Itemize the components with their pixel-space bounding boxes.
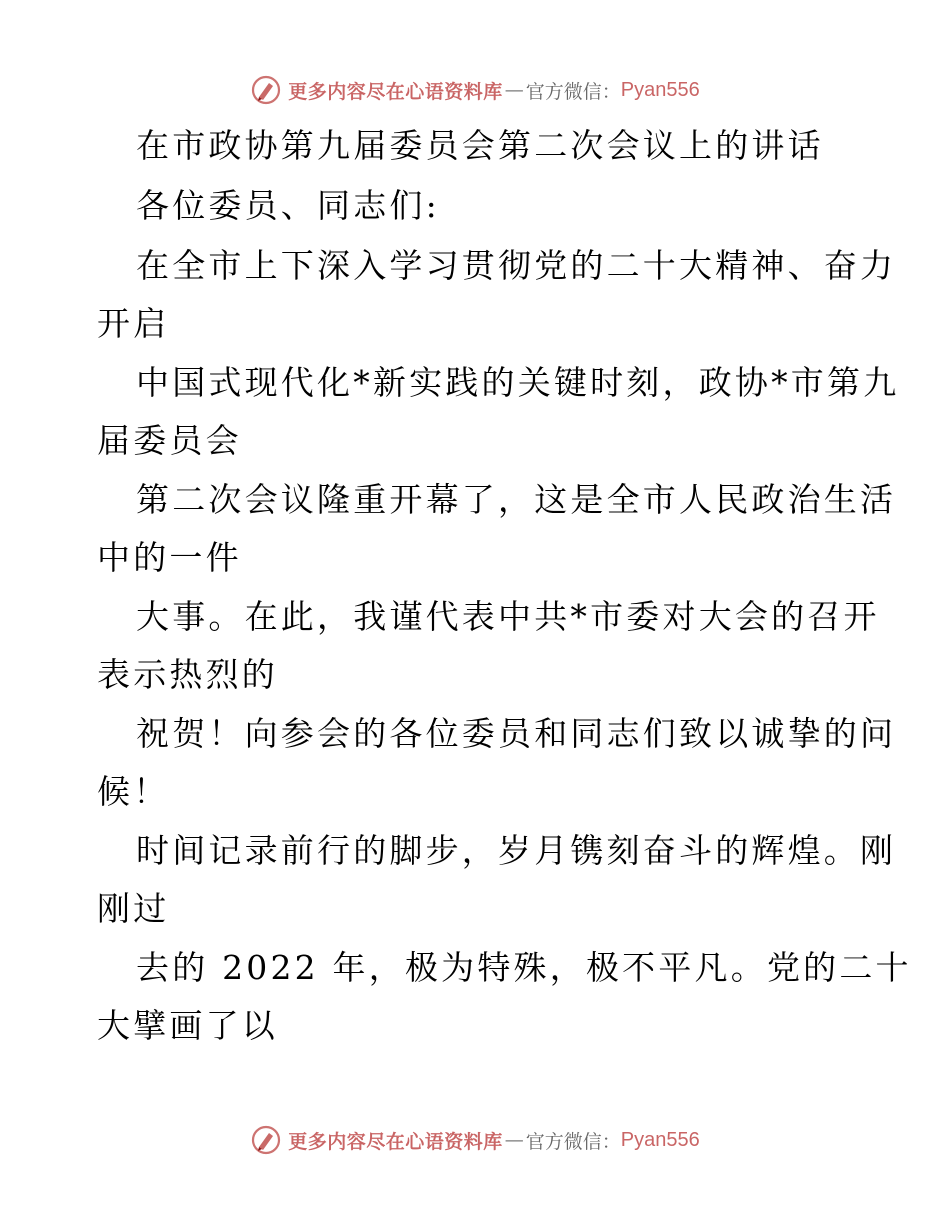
- footer-watermark: [0, 1120, 950, 1160]
- paragraph-line: 大擘画了以: [97, 1006, 278, 1045]
- paragraph-line: 表示热烈的: [97, 655, 278, 694]
- watermark-separator: —: [504, 1129, 524, 1151]
- watermark-account: Pyan556: [620, 1128, 700, 1151]
- paragraph-line: 祝贺！向参会的各位委员和同志们致以诚挚的问: [136, 714, 897, 753]
- watermark-brand: 更多内容尽在心语资料库: [288, 1130, 503, 1153]
- watermark-separator: —: [504, 79, 524, 101]
- watermark-brand: 更多内容尽在心语资料库: [288, 80, 503, 103]
- paragraph-line: 去的 2022 年，极为特殊，极不平凡。党的二十: [136, 948, 912, 987]
- paragraph-line: 候！: [97, 772, 170, 811]
- paragraph-line: 开启: [97, 304, 170, 343]
- watermark-label: 官方微信：: [525, 1130, 621, 1153]
- document-title: 在市政协第九届委员会第二次会议上的讲话: [136, 126, 824, 165]
- paragraph-line: 届委员会: [97, 421, 242, 460]
- watermark-label: 官方微信：: [525, 80, 621, 103]
- pen-logo-icon: [250, 1124, 282, 1156]
- paragraph-line: 时间记录前行的脚步，岁月镌刻奋斗的辉煌。刚: [136, 831, 897, 870]
- pen-logo-icon: [250, 74, 282, 106]
- paragraph-line: 在全市上下深入学习贯彻党的二十大精神、奋力: [136, 246, 897, 285]
- watermark-account: Pyan556: [620, 78, 700, 101]
- paragraph-line: 第二次会议隆重开幕了，这是全市人民政治生活: [136, 480, 897, 519]
- paragraph-line: 刚过: [97, 889, 170, 928]
- paragraph-line: 中的一件: [97, 538, 242, 577]
- paragraph-line: 中国式现代化*新实践的关键时刻，政协*市第九: [136, 363, 900, 402]
- salutation: 各位委员、同志们:: [136, 186, 440, 225]
- header-watermark: [0, 70, 950, 110]
- paragraph-line: 大事。在此，我谨代表中共*市委对大会的召开: [136, 597, 880, 636]
